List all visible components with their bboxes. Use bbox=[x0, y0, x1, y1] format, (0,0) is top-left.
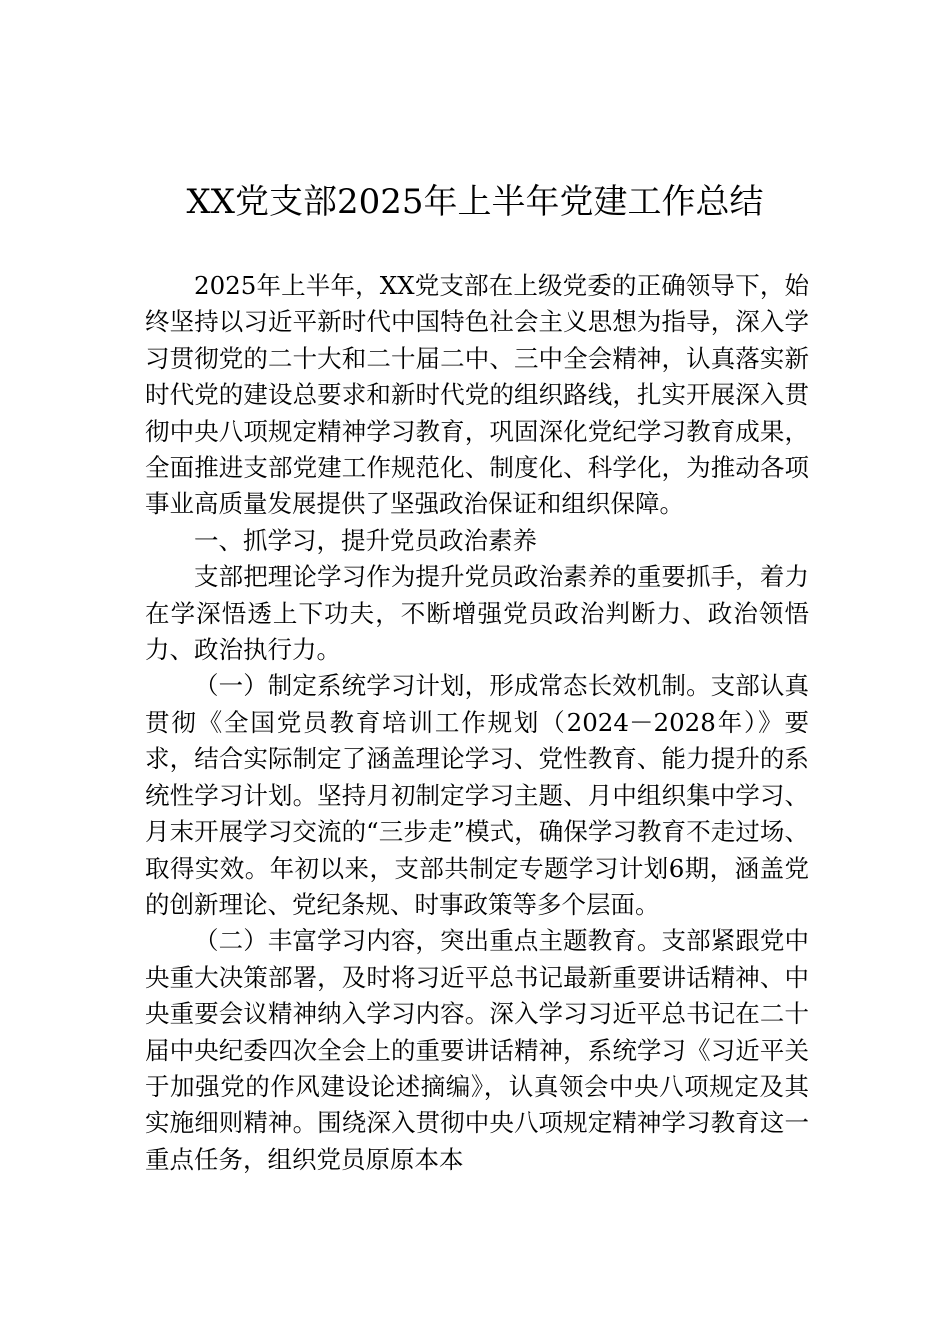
document-title: XX党支部2025年上半年党建工作总结 bbox=[186, 182, 764, 222]
subsection-2-paragraph: （二）丰富学习内容，突出重点主题教育。支部紧跟党中央重大决策部署，及时将习近平总书记最新重要讲话精神、中央重要会议精神纳入学习内容。深入学习习近平总书记在二十届中央纪委四次全会上的重要讲话精神，系统学习《习近平关于加强党的作风建设论述摘编》，认真领会中央八项规定及其实施细则精神。围绕深入贯彻中央八项规定精神学习教育这一重点任务，组织党员原原本本 bbox=[145, 926, 809, 1174]
intro-paragraph: 2025年上半年，XX党支部在上级党委的正确领导下，始终坚持以习近平新时代中国特色社会主义思想为指导，深入学习贯彻党的二十大和二十届二中、三中全会精神，认真落实新时代党的建设总要求和新时代党的组织路线，扎实开展深入贯彻中央八项规定精神学习教育，巩固深化党纪学习教育成果，全面推进支部党建工作规范化、制度化、科学化，为推动各项事业高质量发展提供了坚强政治保证和组织保障。 bbox=[145, 271, 809, 519]
subsection-1-paragraph: （一）制定系统学习计划，形成常态长效机制。支部认真贯彻《全国党员教育培训工作规划（2024－2028年）》要求，结合实际制定了涵盖理论学习、党性教育、能力提升的系统性学习计划。坚持月初制定学习主题、月中组织集中学习、月末开展学习交流的“三步走”模式，确保学习教育不走过场、取得实效。年初以来，支部共制定专题学习计划6期，涵盖党的创新理论、党纪条规、时事政策等多个层面。 bbox=[145, 671, 809, 919]
document-body bbox=[145, 268, 809, 1178]
section-heading-1: 一、抓学习，提升党员政治素养 bbox=[194, 525, 537, 555]
section-1-intro-paragraph: 支部把理论学习作为提升党员政治素养的重要抓手，着力在学深悟透上下功夫，不断增强党员政治判断力、政治领悟力、政治执行力。 bbox=[145, 562, 809, 665]
